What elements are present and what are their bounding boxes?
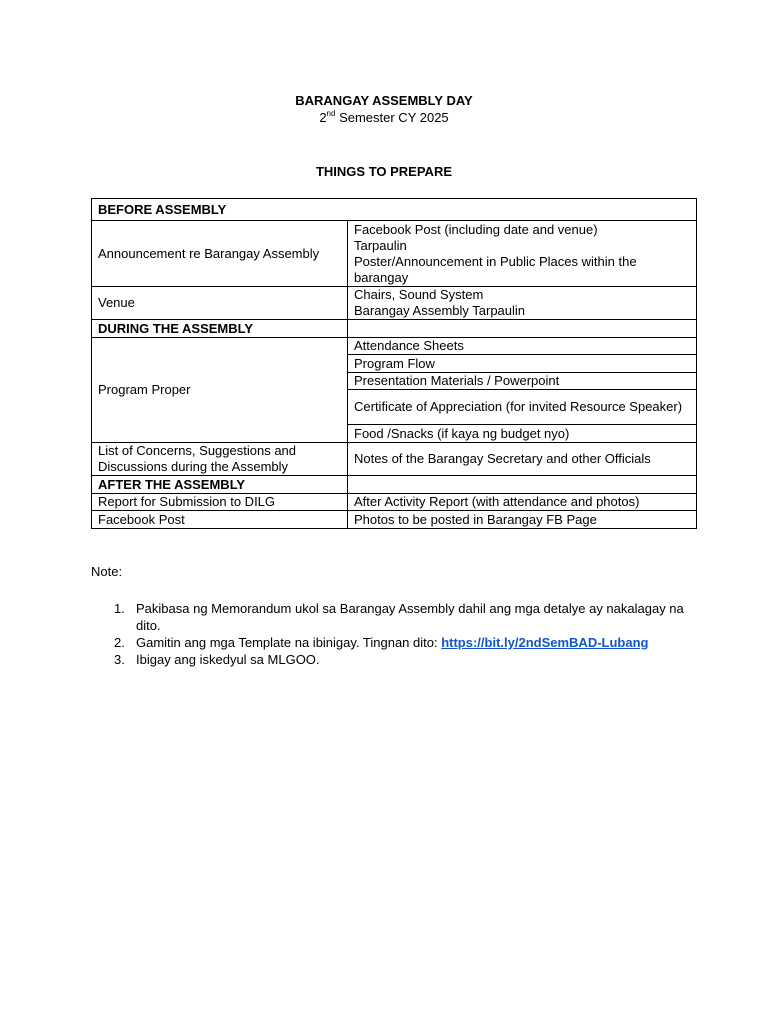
program-label: Program Proper (92, 338, 348, 443)
notes-list (91, 600, 696, 668)
table-row (92, 338, 697, 355)
program-item: Attendance Sheets (348, 338, 697, 355)
list-item (114, 634, 696, 651)
subtitle-suffix: nd (326, 108, 336, 118)
subtitle-rest: Semester CY 2025 (335, 110, 449, 125)
list-item (114, 600, 696, 634)
facebook-post-value: Photos to be posted in Barangay FB Page (348, 511, 697, 529)
list-item: Facebook Post (including date and venue) (354, 221, 598, 237)
note-text: Ibigay ang iskedyul sa MLGOO. (136, 652, 320, 667)
list-item: Chairs, Sound System (354, 287, 484, 302)
program-item: Certificate of Appreciation (for invited Resource Speaker) (348, 390, 697, 425)
document-title: BARANGAY ASSEMBLY DAY (295, 93, 473, 108)
empty-cell (348, 476, 697, 494)
table-row (92, 221, 697, 287)
venue-label: Venue (92, 287, 348, 320)
facebook-post-label: Facebook Post (92, 511, 348, 529)
subtitle-number: 2 (319, 110, 327, 125)
program-item: Food /Snacks (if kaya ng budget nyo) (348, 425, 697, 443)
list-number: 3. (114, 652, 125, 667)
note-label: Note: (91, 564, 123, 579)
table-row (92, 287, 697, 320)
table-row (92, 199, 697, 221)
template-link[interactable]: https://bit.ly/2ndSemBAD-Lubang (441, 635, 649, 650)
table-row (92, 443, 697, 476)
table-row (92, 511, 697, 529)
document-subtitle (0, 110, 768, 126)
after-assembly-header: AFTER THE ASSEMBLY (92, 476, 348, 494)
preparation-table (91, 198, 697, 529)
empty-cell (348, 320, 697, 338)
table-row (92, 494, 697, 511)
program-item: Presentation Materials / Powerpoint (348, 373, 697, 390)
report-value: After Activity Report (with attendance and photos) (348, 494, 697, 511)
program-item: Program Flow (348, 355, 697, 373)
during-assembly-header: DURING THE ASSEMBLY (92, 320, 348, 338)
concerns-label: List of Concerns, Suggestions and Discussions during the Assembly (92, 443, 348, 476)
list-item: Barangay Assembly Tarpaulin (354, 303, 526, 318)
before-assembly-header: BEFORE ASSEMBLY (92, 199, 697, 221)
announcement-items (348, 221, 697, 287)
list-item: Poster/Announcement in Public Places within the barangay (354, 253, 637, 285)
announcement-label: Announcement re Barangay Assembly (92, 221, 348, 287)
list-number: 1. (114, 601, 125, 616)
report-label: Report for Submission to DILG (92, 494, 348, 511)
note-text: Gamitin ang mga Template na ibinigay. Tingnan dito: (136, 635, 442, 650)
venue-items (348, 287, 697, 320)
list-number: 2. (114, 635, 125, 650)
section-heading: THINGS TO PREPARE (315, 164, 453, 179)
note-text: Pakibasa ng Memorandum ukol sa Barangay Assembly dahil ang mga detalye ay nakalagay na dito. (136, 601, 684, 633)
list-item: Tarpaulin (354, 237, 407, 253)
table-row (92, 320, 697, 338)
concerns-value: Notes of the Barangay Secretary and other Officials (348, 443, 697, 476)
table-row (92, 476, 697, 494)
list-item (114, 651, 696, 668)
